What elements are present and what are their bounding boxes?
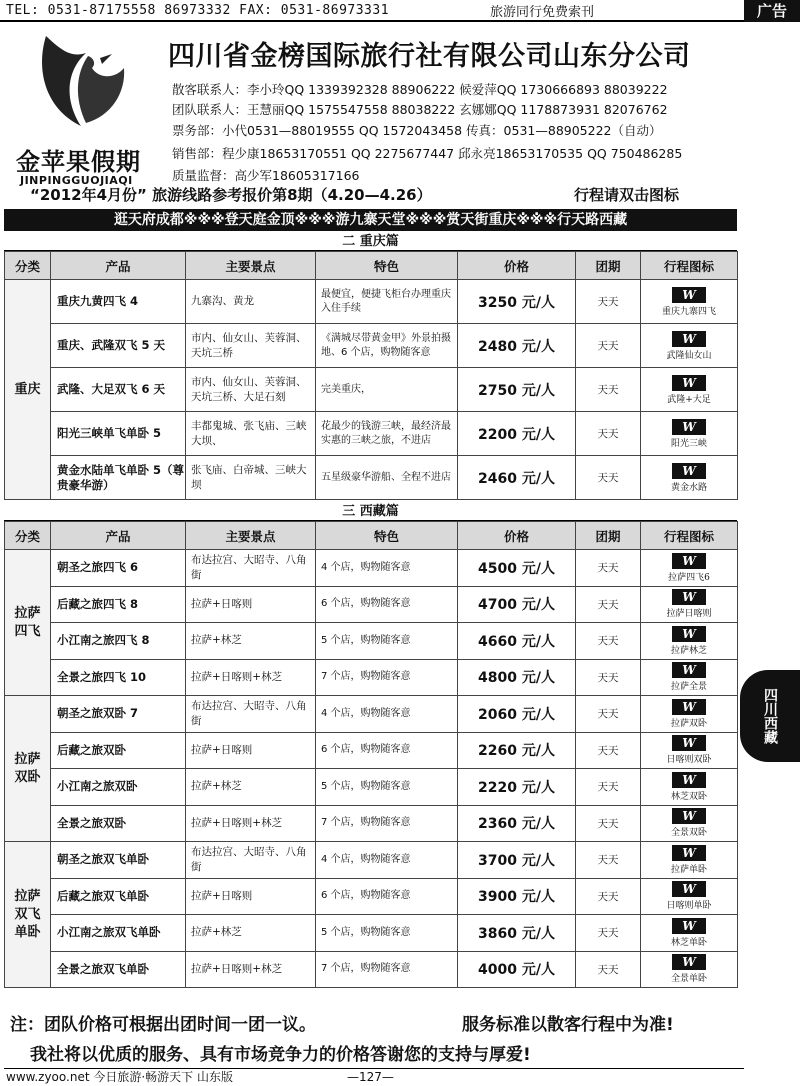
icon-label: 拉萨四飞6 <box>668 572 710 583</box>
slogan-banner: 逛天府成都※※※登天庭金顶※※※游九寨天堂※※※赏天街重庆※※※行天路西藏 <box>4 209 737 231</box>
feature-text: 花最少的钱游三峡，最经济最实惠的三峡之旅，不进店 <box>316 412 458 456</box>
icon-label: 黄金水路 <box>670 482 707 493</box>
table-row <box>5 412 738 456</box>
itinerary-doc-icon[interactable] <box>671 699 707 729</box>
itinerary-doc-icon[interactable] <box>671 772 707 802</box>
itinerary-icon-cell[interactable] <box>641 586 738 623</box>
itinerary-doc-icon[interactable] <box>662 287 716 317</box>
itinerary-icon-cell[interactable] <box>641 324 738 368</box>
contact-line: 票务部：小代0531—88019555 QQ 1572043458 传真：0531—88905222（自动） <box>172 123 662 138</box>
icon-label: 拉萨单卧 <box>670 864 707 875</box>
itinerary-icon-cell[interactable] <box>641 696 738 733</box>
product-name: 重庆九黄四飞 4 <box>51 280 186 324</box>
bird-logo-icon <box>26 28 136 138</box>
feature-text: 《满城尽带黄金甲》外景拍摄地、6 个店，购物随客意 <box>316 324 458 368</box>
icon-label: 全景单卧 <box>670 974 707 985</box>
word-doc-icon: W <box>672 954 706 970</box>
section-title-chongqing: 二 重庆篇 <box>4 233 737 251</box>
table-row <box>5 805 738 842</box>
category-cell <box>5 280 51 500</box>
table-row <box>5 915 738 952</box>
company-title: 四川省金榜国际旅行社有限公司山东分公司 <box>168 41 691 72</box>
tour-period: 天天 <box>576 878 641 915</box>
icon-label: 日喀则双卧 <box>666 755 712 766</box>
itinerary-doc-icon[interactable] <box>666 881 711 911</box>
word-doc-icon: W <box>672 918 706 934</box>
header-icon: 行程图标 <box>641 252 738 280</box>
icon-label: 武隆仙女山 <box>666 350 712 361</box>
tibet-table <box>4 521 738 988</box>
category-label: 重庆 <box>14 381 41 397</box>
tour-period: 天天 <box>576 842 641 879</box>
main-spots: 拉萨+日喀则+林芝 <box>186 805 316 842</box>
word-doc-icon: W <box>672 772 706 788</box>
table-row <box>5 951 738 988</box>
main-spots: 拉萨+日喀则+林芝 <box>186 951 316 988</box>
main-spots: 丰都鬼城、张飞庙、三峡大坝、 <box>186 412 316 456</box>
main-spots: 拉萨+林芝 <box>186 915 316 952</box>
tour-period: 天天 <box>576 659 641 696</box>
itinerary-icon-cell[interactable] <box>641 915 738 952</box>
product-name: 小江南之旅双卧 <box>51 769 186 806</box>
itinerary-doc-icon[interactable] <box>666 331 711 361</box>
feature-text: 7 个店，购物随客意 <box>316 805 458 842</box>
ad-label: 广告 <box>744 0 800 22</box>
header-product: 产品 <box>51 522 186 550</box>
icon-label: 重庆九寨四飞 <box>661 306 716 317</box>
tour-period: 天天 <box>576 732 641 769</box>
header-feature: 特色 <box>316 522 458 550</box>
icon-label: 拉萨双卧 <box>670 718 707 729</box>
double-click-hint: 行程请双击图标 <box>574 186 680 204</box>
category-label: 拉萨 四飞 <box>14 605 41 639</box>
price-value: 3900 元/人 <box>458 878 576 915</box>
header-cat: 分类 <box>5 522 51 550</box>
word-doc-icon: W <box>672 881 706 897</box>
table-row <box>5 769 738 806</box>
itinerary-doc-icon[interactable] <box>671 918 707 948</box>
feature-text: 7 个店，购物随客意 <box>316 659 458 696</box>
page-number: —127— <box>347 1070 394 1084</box>
main-spots: 拉萨+日喀则 <box>186 732 316 769</box>
feature-text: 6 个店，购物随客意 <box>316 586 458 623</box>
word-doc-icon: W <box>672 662 706 678</box>
header-period: 团期 <box>576 522 641 550</box>
icon-label: 拉萨日喀则 <box>666 609 712 620</box>
price-value: 4500 元/人 <box>458 550 576 587</box>
table-header-row <box>5 522 738 550</box>
itinerary-doc-icon[interactable] <box>671 845 707 875</box>
price-value: 2200 元/人 <box>458 412 576 456</box>
icon-label: 拉萨全景 <box>670 682 707 693</box>
main-spots: 张飞庙、白帝城、三峡大坝 <box>186 456 316 500</box>
feature-text: 7 个店，购物随客意 <box>316 951 458 988</box>
feature-text: 6 个店，购物随客意 <box>316 878 458 915</box>
itinerary-icon-cell[interactable] <box>641 368 738 412</box>
itinerary-doc-icon[interactable] <box>668 553 710 583</box>
word-doc-icon: W <box>672 808 706 824</box>
product-name: 阳光三峡单飞单卧 5 <box>51 412 186 456</box>
product-name: 全景之旅双卧 <box>51 805 186 842</box>
header-price: 价格 <box>458 252 576 280</box>
table-row <box>5 878 738 915</box>
main-spots: 布达拉宫、大昭寺、八角街 <box>186 550 316 587</box>
tour-period: 天天 <box>576 769 641 806</box>
price-value: 3700 元/人 <box>458 842 576 879</box>
main-spots: 拉萨+日喀则 <box>186 878 316 915</box>
table-row <box>5 659 738 696</box>
brand-name: 金苹果假期 <box>16 147 141 176</box>
table-row <box>5 586 738 623</box>
contact-numbers: TEL: 0531-87175558 86973332 FAX: 0531-86973331 <box>6 2 390 18</box>
price-value: 2060 元/人 <box>458 696 576 733</box>
main-spots: 拉萨+日喀则 <box>186 586 316 623</box>
feature-text: 完美重庆， <box>316 368 458 412</box>
icon-label: 林芝双卧 <box>670 791 707 802</box>
header-cat: 分类 <box>5 252 51 280</box>
header-price: 价格 <box>458 522 576 550</box>
word-doc-icon: W <box>672 375 706 391</box>
word-doc-icon: W <box>672 553 706 569</box>
brand-logo <box>8 28 158 200</box>
header-feature: 特色 <box>316 252 458 280</box>
tour-period: 天天 <box>576 696 641 733</box>
itinerary-icon-cell[interactable] <box>641 550 738 587</box>
table-row <box>5 696 738 733</box>
category-cell <box>5 550 51 696</box>
itinerary-doc-icon[interactable] <box>666 589 711 619</box>
tour-period: 天天 <box>576 805 641 842</box>
main-spots: 布达拉宫、大昭寺、八角街 <box>186 696 316 733</box>
product-name: 全景之旅双飞单卧 <box>51 951 186 988</box>
word-doc-icon: W <box>672 735 706 751</box>
feature-text: 4 个店，购物随客意 <box>316 842 458 879</box>
top-bar <box>0 0 800 22</box>
price-value: 2260 元/人 <box>458 732 576 769</box>
product-name: 武隆、大足双飞 6 天 <box>51 368 186 412</box>
price-value: 4800 元/人 <box>458 659 576 696</box>
contact-line: 散客联系人：李小玲QQ 1339392328 88906222 候爱萍QQ 1730666893 88039222 <box>172 82 668 97</box>
footer <box>4 1068 744 1086</box>
feature-text: 5 个店，购物随客意 <box>316 915 458 952</box>
price-value: 4700 元/人 <box>458 586 576 623</box>
feature-text: 5 个店，购物随客意 <box>316 769 458 806</box>
itinerary-doc-icon[interactable] <box>671 808 707 838</box>
itinerary-doc-icon[interactable] <box>671 662 707 692</box>
header-spots: 主要景点 <box>186 252 316 280</box>
header-period: 团期 <box>576 252 641 280</box>
section-title-tibet: 三 西藏篇 <box>4 503 737 521</box>
feature-text: 4 个店，购物随客意 <box>316 550 458 587</box>
word-doc-icon: W <box>672 419 706 435</box>
price-value: 2460 元/人 <box>458 456 576 500</box>
price-value: 4660 元/人 <box>458 623 576 660</box>
contact-line: 销售部：程少康18653170551 QQ 2275677447 邱永亮18653170535 QQ 750486285 <box>172 146 683 161</box>
side-tab-sichuan-tibet[interactable]: 四川西藏 <box>740 670 800 762</box>
feature-text: 最便宜，便捷飞柜台办理重庆入住手续 <box>316 280 458 324</box>
itinerary-doc-icon[interactable] <box>667 375 711 405</box>
icon-label: 拉萨林芝 <box>670 645 707 656</box>
table-row <box>5 368 738 412</box>
price-value: 3250 元/人 <box>458 280 576 324</box>
word-doc-icon: W <box>672 331 706 347</box>
itinerary-icon-cell[interactable] <box>641 623 738 660</box>
header-spots: 主要景点 <box>186 522 316 550</box>
price-value: 2360 元/人 <box>458 805 576 842</box>
product-name: 朝圣之旅双飞单卧 <box>51 842 186 879</box>
category-label: 拉萨 双卧 <box>14 751 41 785</box>
itinerary-icon-cell[interactable] <box>641 842 738 879</box>
contact-line: 质量监督：高少军18605317166 <box>172 168 360 183</box>
itinerary-doc-icon[interactable] <box>671 463 707 493</box>
icon-label: 阳光三峡 <box>670 438 707 449</box>
itinerary-icon-cell[interactable] <box>641 412 738 456</box>
word-doc-icon: W <box>672 463 706 479</box>
product-name: 朝圣之旅四飞 6 <box>51 550 186 587</box>
main-spots: 拉萨+林芝 <box>186 623 316 660</box>
word-doc-icon: W <box>672 626 706 642</box>
price-value: 2220 元/人 <box>458 769 576 806</box>
icon-label: 日喀则单卧 <box>666 901 712 912</box>
product-name: 后藏之旅四飞 8 <box>51 586 186 623</box>
tour-period: 天天 <box>576 280 641 324</box>
product-name: 黄金水陆单飞单卧 5（尊贵豪华游） <box>51 456 186 500</box>
note-service-standard: 服务标准以散客行程中为准! <box>462 1015 674 1035</box>
tour-period: 天天 <box>576 586 641 623</box>
itinerary-doc-icon[interactable] <box>666 735 711 765</box>
footer-site[interactable]: www.zyoo.net 今日旅游·畅游天下 山东版 <box>6 1070 233 1084</box>
table-header-row <box>5 252 738 280</box>
icon-label: 全景双卧 <box>670 828 707 839</box>
note-group-price: 注：团队价格可根据出团时间一团一议。 <box>10 1015 316 1035</box>
feature-text: 五星级豪华游船、全程不进店 <box>316 456 458 500</box>
itinerary-icon-cell[interactable] <box>641 732 738 769</box>
table-row <box>5 842 738 879</box>
tour-period: 天天 <box>576 368 641 412</box>
word-doc-icon: W <box>672 287 706 303</box>
tour-period: 天天 <box>576 412 641 456</box>
category-label: 拉萨 双飞 单卧 <box>14 888 41 940</box>
table-row <box>5 456 738 500</box>
main-spots: 市内、仙女山、芙蓉洞、天坑三桥、大足石刻 <box>186 368 316 412</box>
header <box>0 24 800 206</box>
table-row <box>5 623 738 660</box>
brand-name-en: JINPINGGUOJIAQI <box>20 174 133 187</box>
product-name: 小江南之旅四飞 8 <box>51 623 186 660</box>
contact-line: 团队联系人：王慧丽QQ 1575547558 88038222 玄娜娜QQ 1178873931 82076762 <box>172 102 668 117</box>
main-spots: 布达拉宫、大昭寺、八角街 <box>186 842 316 879</box>
chongqing-table <box>4 251 738 500</box>
main-spots: 拉萨+日喀则+林芝 <box>186 659 316 696</box>
product-name: 全景之旅四飞 10 <box>51 659 186 696</box>
main-spots: 市内、仙女山、芙蓉洞、天坑三桥 <box>186 324 316 368</box>
category-cell <box>5 842 51 988</box>
product-name: 朝圣之旅双卧 7 <box>51 696 186 733</box>
price-value: 3860 元/人 <box>458 915 576 952</box>
itinerary-doc-icon[interactable] <box>671 419 707 449</box>
itinerary-icon-cell[interactable] <box>641 280 738 324</box>
tour-period: 天天 <box>576 915 641 952</box>
itinerary-icon-cell[interactable] <box>641 805 738 842</box>
tour-period: 天天 <box>576 550 641 587</box>
table-row <box>5 280 738 324</box>
itinerary-doc-icon[interactable] <box>671 626 707 656</box>
itinerary-doc-icon[interactable] <box>671 954 707 984</box>
product-name: 后藏之旅双飞单卧 <box>51 878 186 915</box>
header-icon: 行程图标 <box>641 522 738 550</box>
product-name: 后藏之旅双卧 <box>51 732 186 769</box>
word-doc-icon: W <box>672 589 706 605</box>
table-row <box>5 324 738 368</box>
price-value: 2750 元/人 <box>458 368 576 412</box>
issue-subtitle: “2012年4月份” 旅游线路参考报价第8期（4.20—4.26） <box>30 186 432 204</box>
tagline: 旅游同行免费索刊 <box>490 4 595 20</box>
product-name: 重庆、武隆双飞 5 天 <box>51 324 186 368</box>
category-cell <box>5 696 51 842</box>
note-thanks: 我社将以优质的服务、具有市场竞争力的价格答谢您的支持与厚爱! <box>30 1045 531 1065</box>
itinerary-icon-cell[interactable] <box>641 769 738 806</box>
product-name: 小江南之旅双飞单卧 <box>51 915 186 952</box>
feature-text: 4 个店，购物随客意 <box>316 696 458 733</box>
tour-period: 天天 <box>576 456 641 500</box>
table-row <box>5 550 738 587</box>
tour-period: 天天 <box>576 623 641 660</box>
main-spots: 九寨沟、黄龙 <box>186 280 316 324</box>
word-doc-icon: W <box>672 845 706 861</box>
main-spots: 拉萨+林芝 <box>186 769 316 806</box>
icon-label: 武隆+大足 <box>667 394 711 405</box>
price-value: 4000 元/人 <box>458 951 576 988</box>
tour-period: 天天 <box>576 324 641 368</box>
itinerary-icon-cell[interactable] <box>641 659 738 696</box>
itinerary-icon-cell[interactable] <box>641 951 738 988</box>
itinerary-icon-cell[interactable] <box>641 878 738 915</box>
table-row <box>5 732 738 769</box>
feature-text: 6 个店，购物随客意 <box>316 732 458 769</box>
header-product: 产品 <box>51 252 186 280</box>
tour-period: 天天 <box>576 951 641 988</box>
icon-label: 林芝单卧 <box>670 937 707 948</box>
itinerary-icon-cell[interactable] <box>641 456 738 500</box>
price-value: 2480 元/人 <box>458 324 576 368</box>
word-doc-icon: W <box>672 699 706 715</box>
feature-text: 5 个店，购物随客意 <box>316 623 458 660</box>
